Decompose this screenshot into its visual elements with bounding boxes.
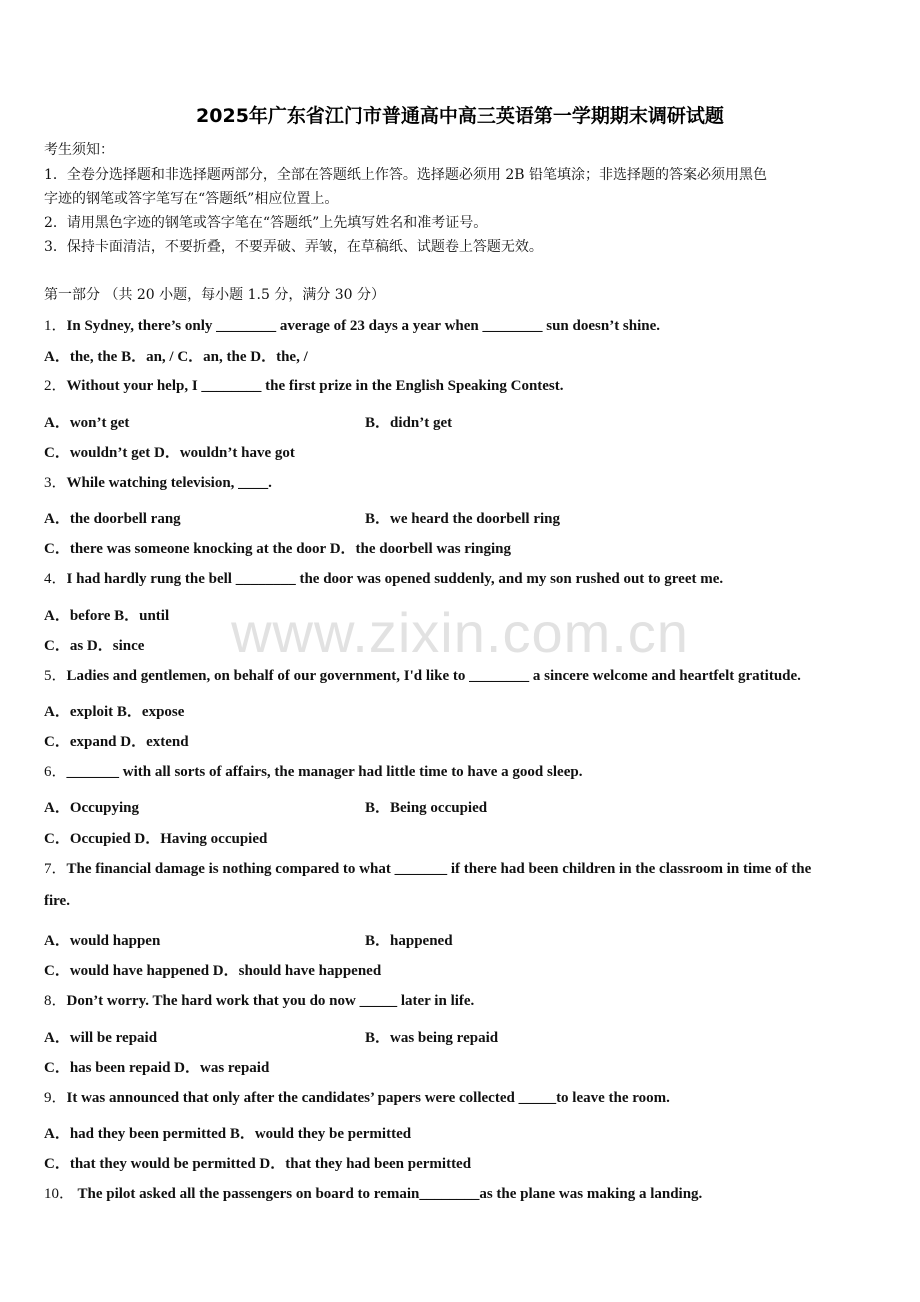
- question-number: 8．: [44, 993, 67, 1009]
- section-heading: 第一部分 （共 20 小题，每小题 1.5 分，满分 30 分）: [44, 287, 386, 303]
- option-b: B．happened: [365, 933, 453, 949]
- question-number: 6．: [44, 764, 67, 780]
- question-text: Without your help, I ________ the first prize in the English Speaking Contest.: [66, 378, 564, 394]
- option-b: B．we heard the doorbell ring: [365, 511, 560, 527]
- notice-line: 3．保持卡面清洁，不要折叠，不要弄破、弄皱，在草稿纸、试题卷上答题无效。: [44, 239, 543, 255]
- option-a: A．would happen: [44, 933, 161, 949]
- options-row: C．would have happened D．should have happened: [44, 963, 382, 979]
- question-3: [44, 471, 272, 492]
- question-number: 9．: [44, 1090, 67, 1106]
- question-number: 1．: [44, 318, 67, 334]
- question-number: 5．: [44, 668, 67, 684]
- option-a: A．won’t get: [44, 415, 130, 431]
- question-10: [44, 1182, 702, 1203]
- question-2: [44, 374, 564, 395]
- options-row: C．wouldn’t get D．wouldn’t have got: [44, 445, 295, 461]
- question-text: The pilot asked all the passengers on board to remain________as the plane was making a landing.: [74, 1186, 703, 1202]
- question-text: _______ with all sorts of affairs, the manager had little time to have a good sleep.: [66, 764, 583, 780]
- question-number: 2．: [44, 378, 67, 394]
- question-9: [44, 1086, 670, 1107]
- options-row: A．exploit B．expose: [44, 704, 185, 720]
- question-text: Ladies and gentlemen, on behalf of our government, I'd like to ________ a sincere welcome and heartfelt gratitude.: [66, 668, 801, 684]
- question-text: The financial damage is nothing compared to what _______ if there had been children in the classroom in time of the: [66, 861, 812, 877]
- option-a: A．the doorbell rang: [44, 511, 181, 527]
- options-row: C．has been repaid D．was repaid: [44, 1060, 270, 1076]
- notice-heading: 考生须知：: [44, 142, 114, 158]
- question-number: 3．: [44, 475, 67, 491]
- question-1: [44, 314, 660, 335]
- question-text: In Sydney, there’s only ________ average of 23 days a year when ________ sun doesn’t shine.: [66, 318, 661, 334]
- notice-line: 1．全卷分选择题和非选择题两部分，全部在答题纸上作答。选择题必须用 2B 铅笔填涂；非选择题的答案必须用黑色: [44, 167, 767, 183]
- question-8: [44, 989, 474, 1010]
- question-4: [44, 567, 723, 588]
- options-row: C．as D．since: [44, 638, 145, 654]
- option-b: B．was being repaid: [365, 1030, 499, 1046]
- options-row: C．Occupied D．Having occupied: [44, 831, 268, 847]
- options-row: C．there was someone knocking at the door D．the doorbell was ringing: [44, 541, 511, 557]
- question-text: Don’t worry. The hard work that you do now _____ later in life.: [66, 993, 475, 1009]
- option-a: A．will be repaid: [44, 1030, 158, 1046]
- question-6: [44, 760, 582, 781]
- question-number: 4．: [44, 571, 67, 587]
- question-number: 10．: [44, 1186, 75, 1202]
- options-row: A．the, the B．an, / C．an, the D．the, /: [44, 349, 308, 365]
- option-a: A．Occupying: [44, 800, 140, 816]
- options-row: A．before B．until: [44, 608, 170, 624]
- question-5: [44, 664, 801, 685]
- options-row: A．had they been permitted B．would they be permitted: [44, 1126, 412, 1142]
- question-text-continued: [44, 893, 70, 910]
- question-text: fire.: [44, 893, 70, 909]
- options-row: C．expand D．extend: [44, 734, 189, 750]
- notice-line: 2．请用黑色字迹的钢笔或答字笔在“答题纸”上先填写姓名和准考证号。: [44, 215, 488, 231]
- question-7: [44, 857, 811, 878]
- question-text: I had hardly rung the bell ________ the door was opened suddenly, and my son rushed out to greet me.: [66, 571, 724, 587]
- watermark: www.zixin.com.cn: [231, 601, 689, 664]
- option-b: B．didn’t get: [365, 415, 453, 431]
- page-title: 2025年广东省江门市普通高中高三英语第一学期期末调研试题: [196, 105, 724, 127]
- option-b: B．Being occupied: [365, 800, 488, 816]
- options-row: C．that they would be permitted D．that they had been permitted: [44, 1156, 472, 1172]
- question-text: While watching television, ____.: [66, 475, 272, 491]
- question-text: It was announced that only after the candidates’ papers were collected _____to leave the room.: [66, 1090, 670, 1106]
- question-number: 7．: [44, 861, 67, 877]
- notice-line: 字迹的钢笔或答字笔写在“答题纸”相应位置上。: [44, 191, 339, 207]
